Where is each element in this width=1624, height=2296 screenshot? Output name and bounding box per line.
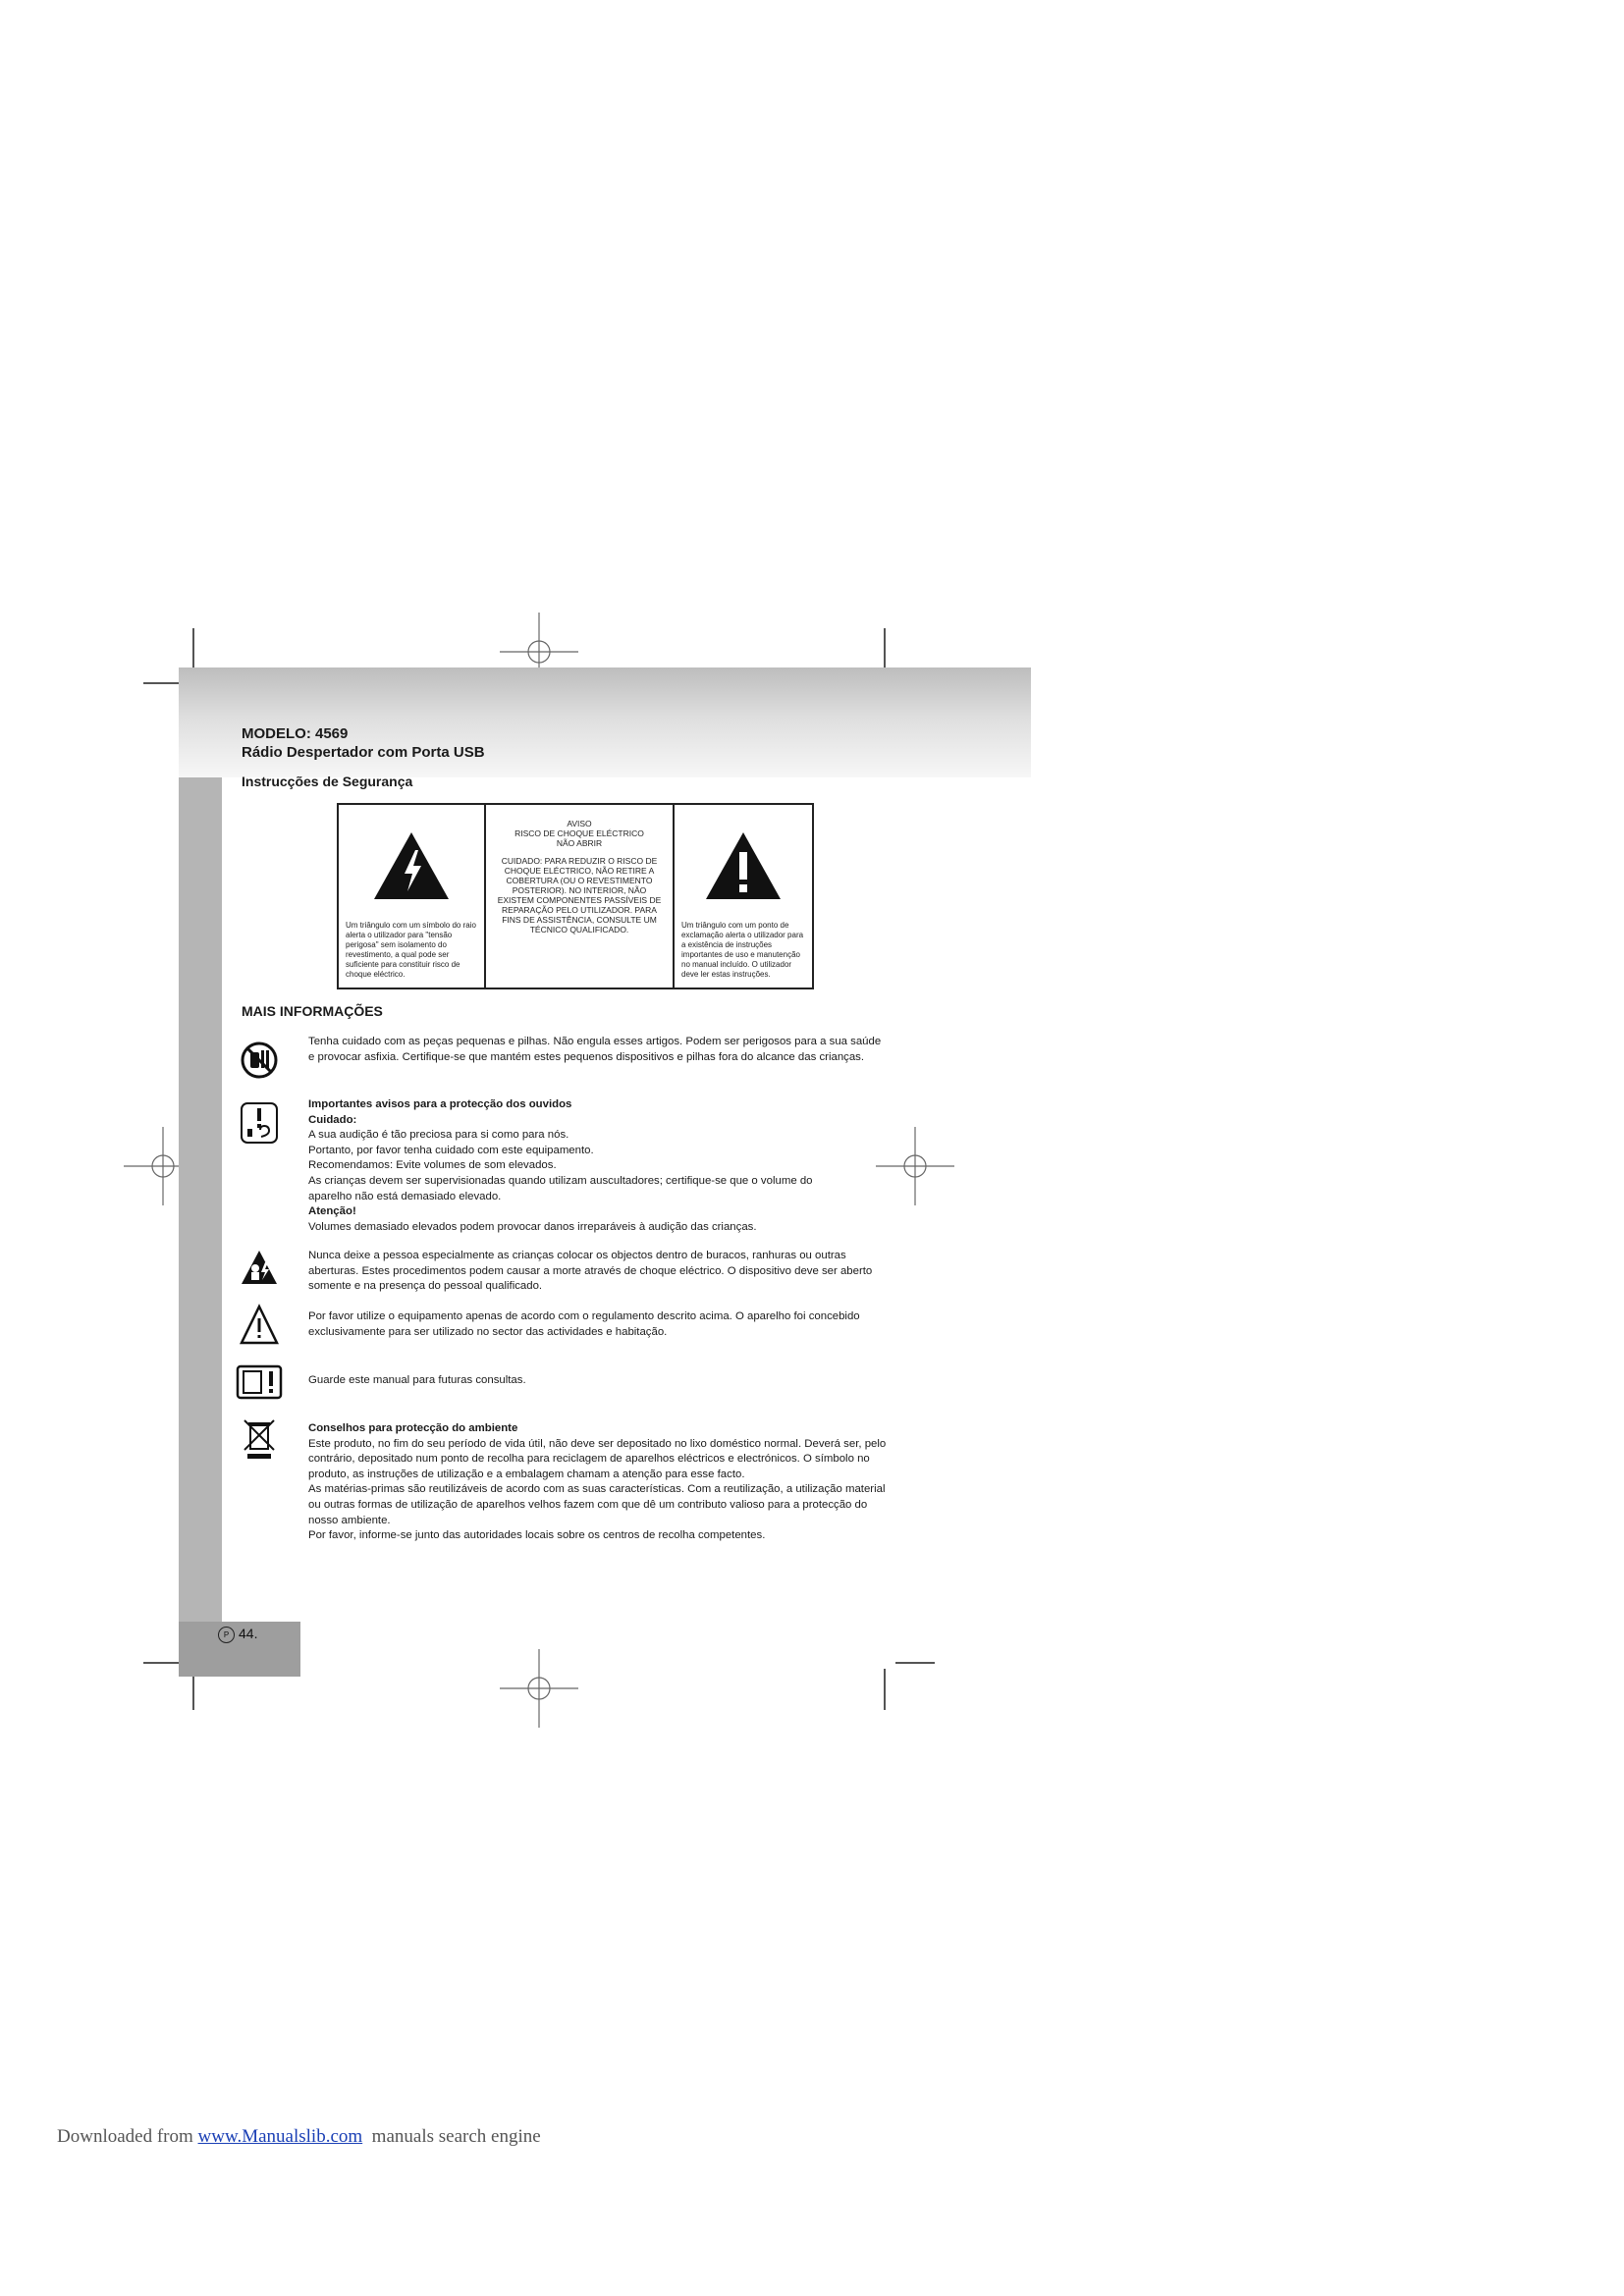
hearing-caution: Cuidado: <box>308 1113 357 1126</box>
environment-paragraph: Por favor, informe-se junto das autoridades locais sobre os centros de recolha competentes. <box>308 1529 766 1542</box>
lightning-warning-icon <box>372 830 451 901</box>
model-number: MODELO: 4569 <box>242 725 349 742</box>
model-header <box>242 724 485 762</box>
recycling-bin-icon <box>240 1417 279 1461</box>
crop-mark <box>884 1669 886 1710</box>
warning-cell-lightning <box>339 805 486 988</box>
openings-paragraph: Nunca deixe a pessoa especialmente as crianças colocar os objectos dentro de buracos, ranhuras ou outras aberturas. Estes procedimentos podem causar a morte através de choque eléctrico. O dispositivo deve ser aberto somente e na presença do pessoal qualificado. <box>308 1250 873 1293</box>
hearing-title: Importantes avisos para a protecção dos ouvidos <box>308 1098 572 1110</box>
warning-heading: AVISO RISCO DE CHOQUE ELÉCTRICO NÃO ABRIR <box>514 819 644 848</box>
usage-text <box>308 1309 888 1340</box>
page-number-text: 44. <box>239 1626 258 1641</box>
crop-mark <box>895 1662 935 1664</box>
download-footer <box>57 2126 541 2148</box>
manualslib-link[interactable]: www.Manualslib.com <box>197 2126 363 2147</box>
manual-book-icon <box>236 1361 283 1404</box>
environment-paragraph: Este produto, no fim do seu período de vida útil, não deve ser depositado no lixo doméstico normal. Deverá ser, pelo contrário, depositado num ponto de recolha para reciclagem de aparelhos eléctricos e electrónicos. O símbolo no produto, as instruções de utilização e a embalagem chamam a atenção para esse facto. <box>308 1437 887 1480</box>
product-name: Rádio Despertador com Porta USB <box>242 744 485 761</box>
lightning-warning-text: Um triângulo com um símbolo do raio alerta o utilizador para "tensão perigosa" sem isolamento do revestimento, a qual pode ser suficiente para constituir risco de choque eléctrico. <box>346 921 476 979</box>
safety-title: Instrucções de Segurança <box>242 774 413 789</box>
crop-mark <box>143 682 181 684</box>
usage-paragraph: Por favor utilize o equipamento apenas de acordo com o regulamento descrito acima. O aparelho foi concebido exclusivamente para ser utilizado no sector das actividades e habitação. <box>308 1310 860 1338</box>
warning-cell-text <box>486 805 675 988</box>
footer-prefix: Downloaded from <box>57 2126 198 2147</box>
safety-warning-box <box>337 803 814 989</box>
warning-cell-exclamation <box>675 805 812 988</box>
environment-paragraph: As matérias-primas são reutilizáveis de acordo com as suas características. Com a reutilização, a utilização material ou outras formas de utilização de aparelhos velhos fazem com que dê um contributo valioso para a protecção do nosso ambiente. <box>308 1483 886 1526</box>
small-parts-paragraph: Tenha cuidado com as peças pequenas e pilhas. Não engula esses artigos. Podem ser perigosos para a sua saúde e provocar asfixia. Certifique-se que mantém estes pequenos dispositivos e pilhas fora do alcance das crianças. <box>308 1036 882 1063</box>
child-shock-warning-icon <box>240 1247 279 1290</box>
crop-mark <box>143 1662 181 1664</box>
hearing-protection-icon <box>240 1101 279 1145</box>
hearing-line: A sua audição é tão preciosa para si como para nós. <box>308 1129 569 1142</box>
warning-caution-text: CUIDADO: PARA REDUZIR O RISCO DE CHOQUE ELÉCTRICO, NÃO RETIRE A COBERTURA (OU O REVESTIMENTO POSTERIOR). NO INTERIOR, NÃO EXISTEM COMPONENTES PASSÍVEIS DE REPARAÇÃO PELO UTILIZADOR. PARA FINS DE ASSISTÊNCIA, CONSULTE UM TÉCNICO QUALIFICADO. <box>497 856 662 934</box>
small-parts-text <box>308 1035 888 1065</box>
environment-title: Conselhos para protecção do ambiente <box>308 1422 518 1434</box>
hearing-text <box>308 1097 888 1235</box>
openings-text <box>308 1249 888 1295</box>
hearing-attention: Atenção! <box>308 1205 356 1218</box>
footer-suffix: manuals search engine <box>362 2126 541 2147</box>
caution-triangle-icon <box>240 1304 279 1347</box>
side-bar <box>179 777 222 1622</box>
page-number <box>218 1626 257 1643</box>
exclamation-warning-icon <box>704 830 783 901</box>
more-info-title: MAIS INFORMAÇÕES <box>242 1003 383 1019</box>
hearing-line: Portanto, por favor tenha cuidado com este equipamento. <box>308 1144 594 1156</box>
environment-text <box>308 1421 888 1544</box>
hearing-line: Recomendamos: Evite volumes de som elevados. <box>308 1159 557 1172</box>
language-mark: P <box>218 1627 235 1643</box>
registration-mark <box>876 1127 954 1205</box>
keep-manual-text <box>308 1373 888 1389</box>
keep-manual-paragraph: Guarde este manual para futuras consultas. <box>308 1374 526 1386</box>
registration-mark <box>500 1649 578 1728</box>
hearing-line: As crianças devem ser supervisionadas quando utilizam auscultadores; certifique-se que o volume do aparelho não está demasiado elevado. <box>308 1174 813 1202</box>
no-small-parts-icon <box>240 1039 279 1082</box>
hearing-attention-text: Volumes demasiado elevados podem provocar danos irreparáveis à audição das crianças. <box>308 1220 757 1233</box>
exclamation-warning-text: Um triângulo com um ponto de exclamação alerta o utilizador para a existência de instruções importantes de uso e manutenção no manual incluído. O utilizador deve ler estas instruções. <box>681 921 804 979</box>
